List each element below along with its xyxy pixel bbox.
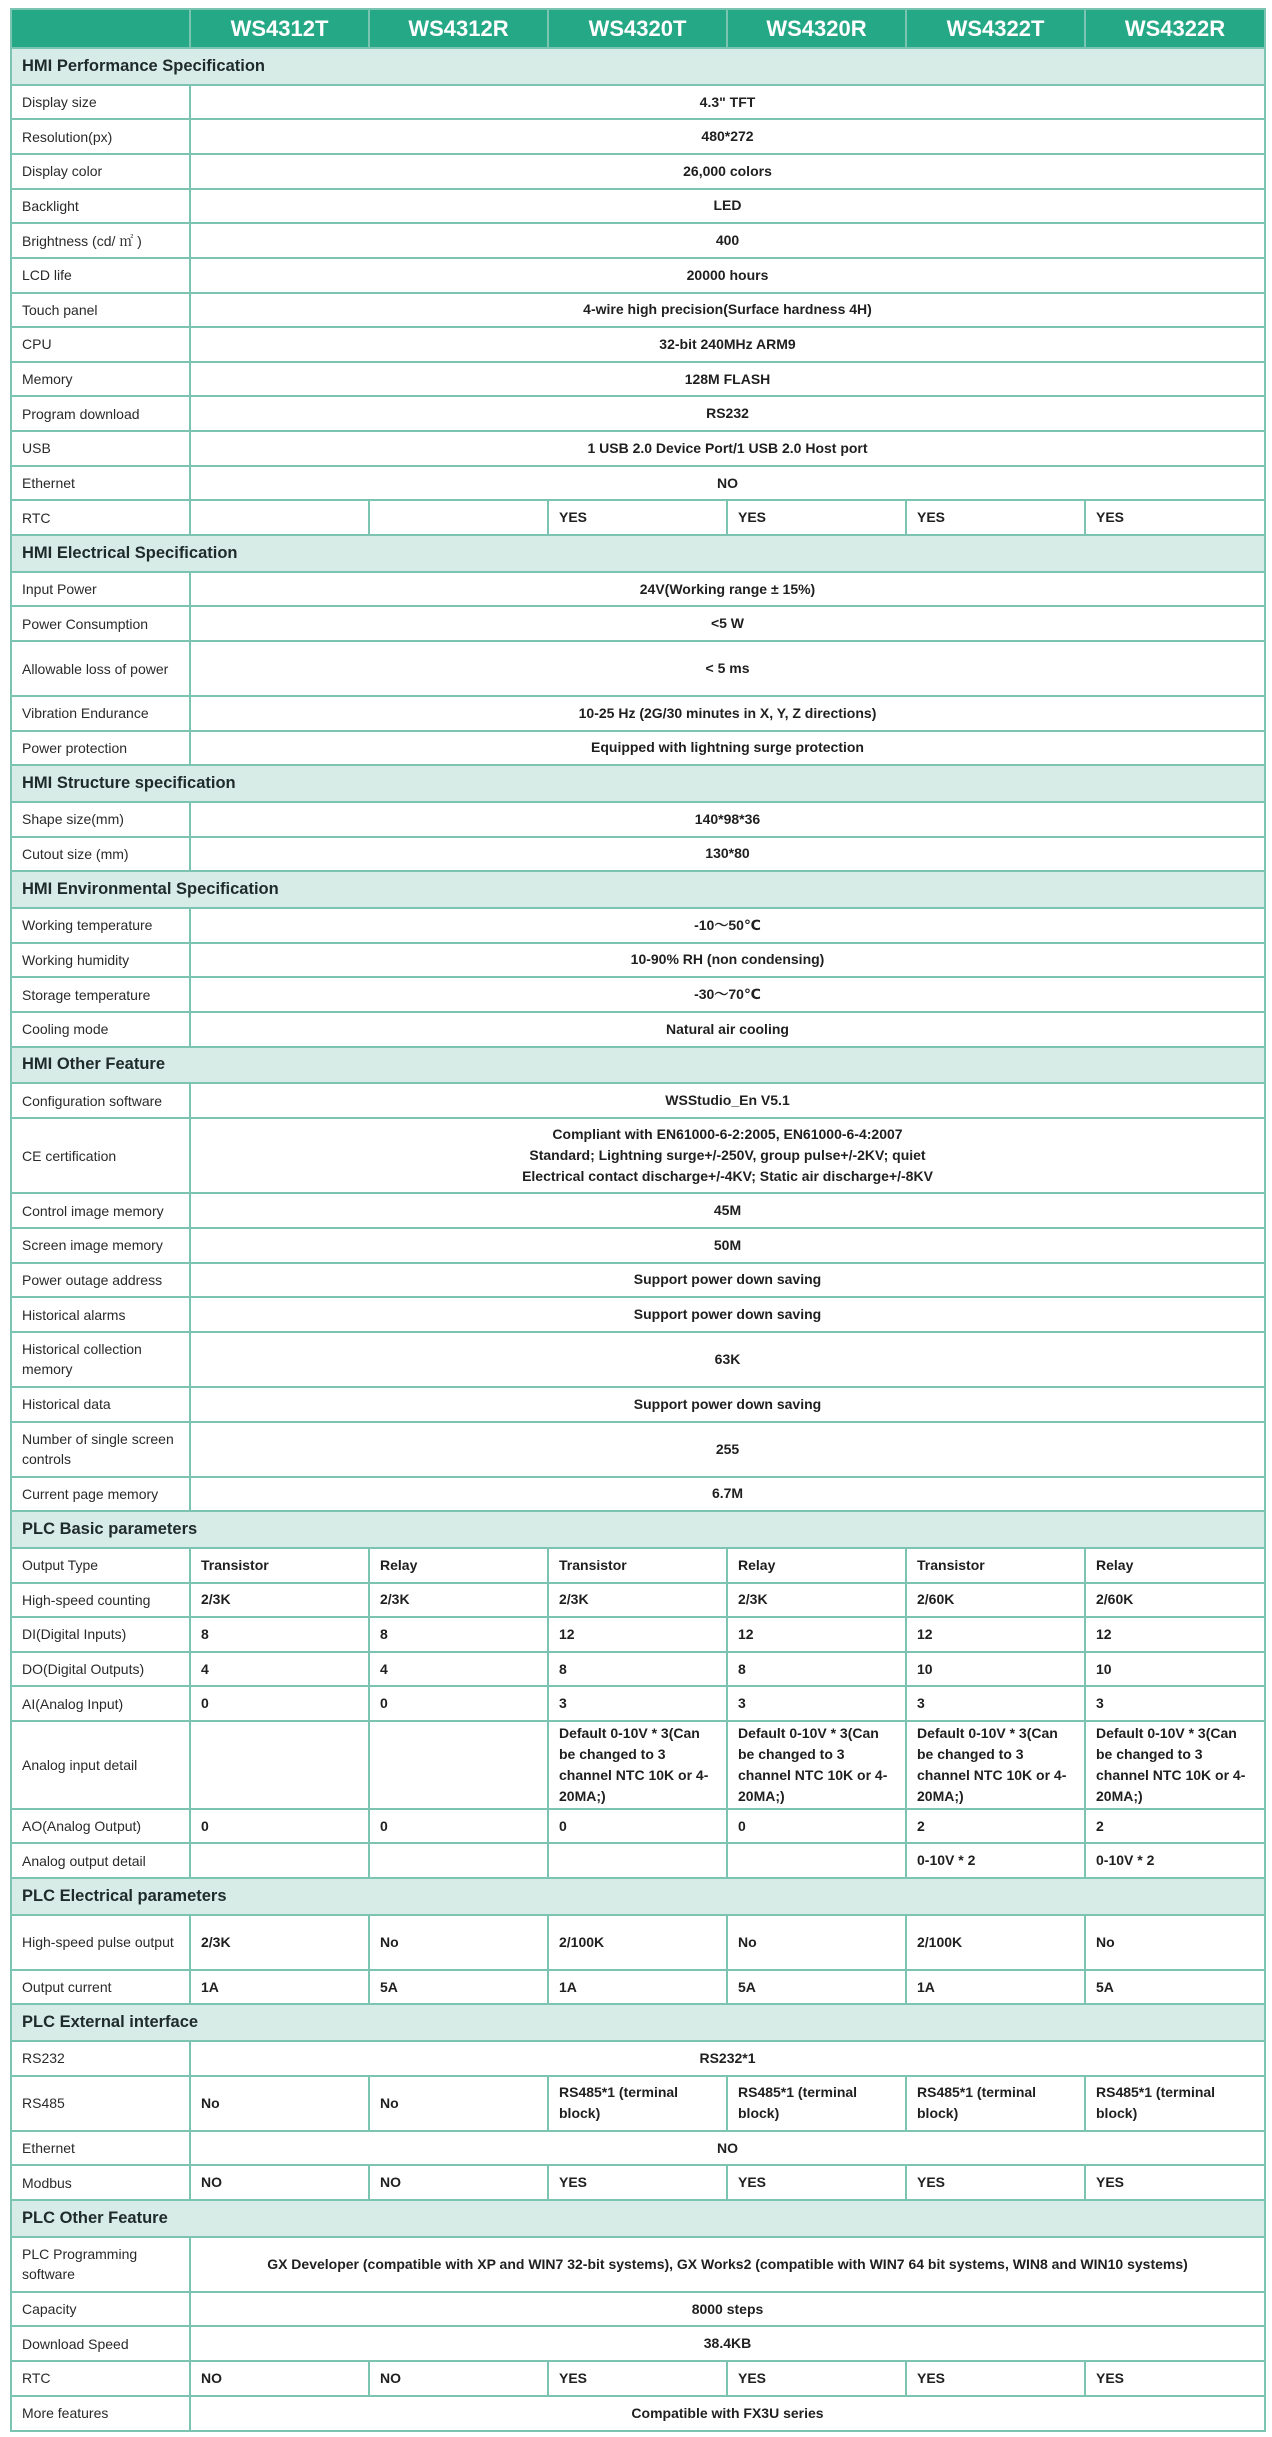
spec-row-historical-data xyxy=(11,1387,1265,1422)
section-row-plc-other-feature xyxy=(11,2200,1265,2237)
spec-label: Cutout size (mm) xyxy=(11,837,190,872)
spec-value-ws4322r: YES xyxy=(1085,2361,1265,2396)
spec-value-all-models: 1 USB 2.0 Device Port/1 USB 2.0 Host port xyxy=(190,431,1265,466)
spec-value-ws4320r: YES xyxy=(727,2165,906,2200)
spec-value-all-models: GX Developer (compatible with XP and WIN7 32-bit systems), GX Works2 (compatible with WIN7 64 bit systems, WIN8 and WIN10 systems) xyxy=(190,2237,1265,2292)
spec-value-all-models: Support power down saving xyxy=(190,1387,1265,1422)
spec-value-ws4322r: 12 xyxy=(1085,1617,1265,1652)
spec-value-all-models: Compatible with FX3U series xyxy=(190,2396,1265,2431)
spec-value-ws4320r: YES xyxy=(727,500,906,535)
spec-row-ao-analog-output xyxy=(11,1809,1265,1844)
spec-value-ws4320r xyxy=(727,1843,906,1878)
section-row-hmi-performance-specification xyxy=(11,48,1265,85)
spec-value-ws4322t: 1A xyxy=(906,1970,1085,2005)
spec-value-all-models: RS232 xyxy=(190,396,1265,431)
spec-value-ws4322r: 10 xyxy=(1085,1652,1265,1687)
spec-value-ws4312t: Transistor xyxy=(190,1548,369,1583)
spec-row-shape-size-mm xyxy=(11,802,1265,837)
spec-value-all-models: <5 W xyxy=(190,606,1265,641)
spec-label: CE certification xyxy=(11,1118,190,1193)
spec-value-all-models: 400 xyxy=(190,223,1265,258)
spec-row-ethernet xyxy=(11,466,1265,501)
spec-row-configuration-software xyxy=(11,1083,1265,1118)
spec-label: RTC xyxy=(11,500,190,535)
spec-value-ws4312r: 8 xyxy=(369,1617,548,1652)
spec-label: Working temperature xyxy=(11,908,190,943)
spec-label: Analog output detail xyxy=(11,1843,190,1878)
spec-row-program-download xyxy=(11,396,1265,431)
spec-value-ws4312r: 2/3K xyxy=(369,1583,548,1618)
spec-label: AO(Analog Output) xyxy=(11,1809,190,1844)
spec-value-ws4322r: YES xyxy=(1085,500,1265,535)
spec-value-ws4322t: 3 xyxy=(906,1686,1085,1721)
spec-value-ws4320r: Default 0-10V * 3(Can be changed to 3 channel NTC 10K or 4-20MA;) xyxy=(727,1721,906,1809)
spec-label: Working humidity xyxy=(11,943,190,978)
spec-row-storage-temperature xyxy=(11,977,1265,1012)
spec-row-screen-image-memory xyxy=(11,1228,1265,1263)
section-title: PLC Other Feature xyxy=(11,2200,1265,2237)
spec-value-ws4320r: 3 xyxy=(727,1686,906,1721)
spec-label: Historical data xyxy=(11,1387,190,1422)
spec-row-ai-analog-input xyxy=(11,1686,1265,1721)
spec-row-rtc xyxy=(11,500,1265,535)
spec-row-allowable-loss-of-power xyxy=(11,641,1265,696)
section-title: PLC External interface xyxy=(11,2004,1265,2041)
spec-value-ws4320t: 2/3K xyxy=(548,1583,727,1618)
spec-value-ws4312t: 1A xyxy=(190,1970,369,2005)
spec-label: LCD life xyxy=(11,258,190,293)
spec-row-high-speed-counting xyxy=(11,1583,1265,1618)
spec-value-ws4320r: Relay xyxy=(727,1548,906,1583)
spec-value-ws4312r: Relay xyxy=(369,1548,548,1583)
spec-value-ws4320t xyxy=(548,1843,727,1878)
spec-label: Brightness (cd/ ㎡ ) xyxy=(11,223,190,258)
spec-row-lcd-life xyxy=(11,258,1265,293)
spec-value-ws4320r: No xyxy=(727,1915,906,1970)
spec-value-ws4320r: 0 xyxy=(727,1809,906,1844)
spec-row-number-of-single-screen-controls xyxy=(11,1422,1265,1477)
section-row-hmi-structure-specification xyxy=(11,765,1265,802)
spec-value-ws4322t: 10 xyxy=(906,1652,1085,1687)
section-title: HMI Structure specification xyxy=(11,765,1265,802)
spec-row-working-humidity xyxy=(11,943,1265,978)
spec-value-all-models: Compliant with EN61000-6-2:2005, EN61000-6-4:2007 Standard; Lightning surge+/-250V, group pulse+/-2KV; quiet Electrical contact discharge+/-4KV; Static air discharge+/-8KV xyxy=(190,1118,1265,1193)
section-title: HMI Other Feature xyxy=(11,1047,1265,1084)
section-row-hmi-environmental-specification xyxy=(11,871,1265,908)
spec-value-all-models: NO xyxy=(190,2131,1265,2166)
spec-value-ws4322r: Default 0-10V * 3(Can be changed to 3 channel NTC 10K or 4-20MA;) xyxy=(1085,1721,1265,1809)
spec-value-ws4320t: YES xyxy=(548,2361,727,2396)
spec-value-all-models: 24V(Working range ± 15%) xyxy=(190,572,1265,607)
spec-label: Screen image memory xyxy=(11,1228,190,1263)
model-header-ws4322t: WS4322T xyxy=(906,9,1085,48)
model-header-ws4312t: WS4312T xyxy=(190,9,369,48)
spec-row-input-power xyxy=(11,572,1265,607)
spec-value-ws4322t: 2/60K xyxy=(906,1583,1085,1618)
spec-value-all-models: 50M xyxy=(190,1228,1265,1263)
spec-value-ws4320t: 12 xyxy=(548,1617,727,1652)
spec-value-ws4320t: Transistor xyxy=(548,1548,727,1583)
model-header-ws4320r: WS4320R xyxy=(727,9,906,48)
spec-value-ws4322r: No xyxy=(1085,1915,1265,1970)
spec-value-all-models: NO xyxy=(190,466,1265,501)
section-title: PLC Electrical parameters xyxy=(11,1878,1265,1915)
spec-value-ws4322r: Relay xyxy=(1085,1548,1265,1583)
spec-value-ws4322t: 0-10V * 2 xyxy=(906,1843,1085,1878)
spec-value-all-models: < 5 ms xyxy=(190,641,1265,696)
spec-value-ws4312r xyxy=(369,1843,548,1878)
spec-label: Output Type xyxy=(11,1548,190,1583)
section-row-plc-basic-parameters xyxy=(11,1511,1265,1548)
spec-body xyxy=(11,48,1265,2431)
spec-row-output-current xyxy=(11,1970,1265,2005)
spec-row-high-speed-pulse-output xyxy=(11,1915,1265,1970)
spec-value-ws4312t xyxy=(190,500,369,535)
spec-value-ws4320t: YES xyxy=(548,500,727,535)
spec-value-all-models: 38.4KB xyxy=(190,2326,1265,2361)
spec-label: Resolution(px) xyxy=(11,119,190,154)
spec-value-ws4320r: 12 xyxy=(727,1617,906,1652)
spec-row-di-digital-inputs xyxy=(11,1617,1265,1652)
spec-value-ws4322t: YES xyxy=(906,2361,1085,2396)
spec-row-analog-input-detail xyxy=(11,1721,1265,1809)
spec-value-ws4322r: 2/60K xyxy=(1085,1583,1265,1618)
spec-value-all-models: 4-wire high precision(Surface hardness 4H) xyxy=(190,293,1265,328)
spec-label: Vibration Endurance xyxy=(11,696,190,731)
spec-value-ws4312r xyxy=(369,1721,548,1809)
spec-label: RTC xyxy=(11,2361,190,2396)
spec-row-ce-certification xyxy=(11,1118,1265,1193)
spec-value-ws4322r: 2 xyxy=(1085,1809,1265,1844)
spec-label: Touch panel xyxy=(11,293,190,328)
header-corner-cell xyxy=(11,9,190,48)
spec-row-control-image-memory xyxy=(11,1193,1265,1228)
spec-label: Ethernet xyxy=(11,2131,190,2166)
spec-value-all-models: 10-25 Hz (2G/30 minutes in X, Y, Z directions) xyxy=(190,696,1265,731)
spec-value-ws4322r: RS485*1 (terminal block) xyxy=(1085,2076,1265,2131)
model-header-ws4312r: WS4312R xyxy=(369,9,548,48)
spec-label: Allowable loss of power xyxy=(11,641,190,696)
spec-row-memory xyxy=(11,362,1265,397)
spec-label: Power Consumption xyxy=(11,606,190,641)
spec-value-ws4322t: RS485*1 (terminal block) xyxy=(906,2076,1085,2131)
spec-value-all-models: Support power down saving xyxy=(190,1263,1265,1298)
section-row-hmi-other-feature xyxy=(11,1047,1265,1084)
spec-value-ws4322t: 2 xyxy=(906,1809,1085,1844)
spec-value-all-models: -10～50℃ xyxy=(190,908,1265,943)
spec-label: Storage temperature xyxy=(11,977,190,1012)
spec-value-ws4320t: 1A xyxy=(548,1970,727,2005)
spec-label: High-speed pulse output xyxy=(11,1915,190,1970)
spec-label: Modbus xyxy=(11,2165,190,2200)
spec-label: Control image memory xyxy=(11,1193,190,1228)
model-header-ws4320t: WS4320T xyxy=(548,9,727,48)
spec-value-all-models: WSStudio_En V5.1 xyxy=(190,1083,1265,1118)
spec-row-analog-output-detail xyxy=(11,1843,1265,1878)
spec-label: Historical alarms xyxy=(11,1297,190,1332)
spec-value-all-models: 140*98*36 xyxy=(190,802,1265,837)
spec-row-cooling-mode xyxy=(11,1012,1265,1047)
spec-row-current-page-memory xyxy=(11,1477,1265,1512)
model-header-ws4322r: WS4322R xyxy=(1085,9,1265,48)
spec-value-ws4320r: 8 xyxy=(727,1652,906,1687)
section-title: PLC Basic parameters xyxy=(11,1511,1265,1548)
spec-row-power-protection xyxy=(11,731,1265,766)
spec-value-ws4322r: YES xyxy=(1085,2165,1265,2200)
spec-value-ws4312r: NO xyxy=(369,2165,548,2200)
spec-value-ws4322t: 2/100K xyxy=(906,1915,1085,1970)
section-title: HMI Performance Specification xyxy=(11,48,1265,85)
spec-row-rtc xyxy=(11,2361,1265,2396)
spec-row-capacity xyxy=(11,2292,1265,2327)
spec-value-ws4312r: NO xyxy=(369,2361,548,2396)
spec-row-download-speed xyxy=(11,2326,1265,2361)
spec-row-working-temperature xyxy=(11,908,1265,943)
spec-value-ws4312t xyxy=(190,1843,369,1878)
spec-value-ws4312t: 0 xyxy=(190,1686,369,1721)
spec-label: High-speed counting xyxy=(11,1583,190,1618)
spec-value-all-models: 26,000 colors xyxy=(190,154,1265,189)
spec-value-ws4322t: 12 xyxy=(906,1617,1085,1652)
spec-label: Download Speed xyxy=(11,2326,190,2361)
spec-row-historical-collection-memory xyxy=(11,1332,1265,1387)
spec-row-power-consumption xyxy=(11,606,1265,641)
spec-value-all-models: 130*80 xyxy=(190,837,1265,872)
spec-value-ws4320t: 3 xyxy=(548,1686,727,1721)
spec-value-ws4320r: 2/3K xyxy=(727,1583,906,1618)
spec-row-do-digital-outputs xyxy=(11,1652,1265,1687)
spec-value-ws4312t: 8 xyxy=(190,1617,369,1652)
section-row-plc-external-interface xyxy=(11,2004,1265,2041)
spec-value-ws4312t: NO xyxy=(190,2361,369,2396)
spec-value-all-models: 32-bit 240MHz ARM9 xyxy=(190,327,1265,362)
spec-label: CPU xyxy=(11,327,190,362)
spec-label: Shape size(mm) xyxy=(11,802,190,837)
spec-value-all-models: Natural air cooling xyxy=(190,1012,1265,1047)
spec-value-all-models: 128M FLASH xyxy=(190,362,1265,397)
spec-value-all-models: 480*272 xyxy=(190,119,1265,154)
spec-label: More features xyxy=(11,2396,190,2431)
spec-label: Backlight xyxy=(11,189,190,224)
spec-value-all-models: Equipped with lightning surge protection xyxy=(190,731,1265,766)
spec-value-ws4312t: 2/3K xyxy=(190,1915,369,1970)
spec-value-ws4320t: RS485*1 (terminal block) xyxy=(548,2076,727,2131)
spec-label: Analog input detail xyxy=(11,1721,190,1809)
spec-value-all-models: LED xyxy=(190,189,1265,224)
spec-value-all-models: -30～70℃ xyxy=(190,977,1265,1012)
spec-value-ws4312t xyxy=(190,1721,369,1809)
spec-value-ws4322r: 0-10V * 2 xyxy=(1085,1843,1265,1878)
spec-row-brightness-cd xyxy=(11,223,1265,258)
spec-label: Input Power xyxy=(11,572,190,607)
spec-label: Display size xyxy=(11,85,190,120)
spec-value-all-models: Support power down saving xyxy=(190,1297,1265,1332)
spec-row-rs485 xyxy=(11,2076,1265,2131)
spec-label: RS232 xyxy=(11,2041,190,2076)
spec-value-all-models: 8000 steps xyxy=(190,2292,1265,2327)
spec-row-backlight xyxy=(11,189,1265,224)
spec-label: Number of single screen controls xyxy=(11,1422,190,1477)
spec-value-ws4312t: 2/3K xyxy=(190,1583,369,1618)
spec-row-display-size xyxy=(11,85,1265,120)
spec-value-ws4322r: 3 xyxy=(1085,1686,1265,1721)
spec-row-vibration-endurance xyxy=(11,696,1265,731)
spec-label: Current page memory xyxy=(11,1477,190,1512)
spec-label: Capacity xyxy=(11,2292,190,2327)
spec-value-all-models: 6.7M xyxy=(190,1477,1265,1512)
spec-value-all-models: 63K xyxy=(190,1332,1265,1387)
spec-value-ws4312r: 0 xyxy=(369,1809,548,1844)
spec-label: Configuration software xyxy=(11,1083,190,1118)
spec-value-all-models: 10-90% RH (non condensing) xyxy=(190,943,1265,978)
spec-value-ws4312r: 5A xyxy=(369,1970,548,2005)
spec-row-more-features xyxy=(11,2396,1265,2431)
spec-row-resolution-px xyxy=(11,119,1265,154)
spec-value-ws4312r xyxy=(369,500,548,535)
spec-value-ws4322t: YES xyxy=(906,2165,1085,2200)
model-header-row xyxy=(11,9,1265,48)
spec-value-all-models: 4.3" TFT xyxy=(190,85,1265,120)
spec-value-ws4312r: No xyxy=(369,2076,548,2131)
spec-value-all-models: 20000 hours xyxy=(190,258,1265,293)
spec-value-ws4320t: YES xyxy=(548,2165,727,2200)
spec-value-ws4312t: 0 xyxy=(190,1809,369,1844)
spec-row-rs232 xyxy=(11,2041,1265,2076)
spec-value-ws4320t: 8 xyxy=(548,1652,727,1687)
spec-value-ws4320r: 5A xyxy=(727,1970,906,2005)
spec-value-ws4322t: Default 0-10V * 3(Can be changed to 3 channel NTC 10K or 4-20MA;) xyxy=(906,1721,1085,1809)
section-title: HMI Environmental Specification xyxy=(11,871,1265,908)
spec-value-all-models: RS232*1 xyxy=(190,2041,1265,2076)
spec-row-historical-alarms xyxy=(11,1297,1265,1332)
spec-row-ethernet xyxy=(11,2131,1265,2166)
spec-label: DI(Digital Inputs) xyxy=(11,1617,190,1652)
spec-row-cutout-size-mm xyxy=(11,837,1265,872)
spec-row-modbus xyxy=(11,2165,1265,2200)
section-row-plc-electrical-parameters xyxy=(11,1878,1265,1915)
spec-value-ws4322t: YES xyxy=(906,500,1085,535)
spec-value-ws4312t: No xyxy=(190,2076,369,2131)
spec-row-touch-panel xyxy=(11,293,1265,328)
spec-row-display-color xyxy=(11,154,1265,189)
spec-value-ws4312t: NO xyxy=(190,2165,369,2200)
spec-label: Display color xyxy=(11,154,190,189)
spec-value-ws4320r: RS485*1 (terminal block) xyxy=(727,2076,906,2131)
spec-label: Power protection xyxy=(11,731,190,766)
spec-row-usb xyxy=(11,431,1265,466)
spec-value-ws4312t: 4 xyxy=(190,1652,369,1687)
spec-label: Ethernet xyxy=(11,466,190,501)
spec-label: DO(Digital Outputs) xyxy=(11,1652,190,1687)
spec-row-power-outage-address xyxy=(11,1263,1265,1298)
spec-table xyxy=(10,8,1266,2432)
spec-label: Historical collection memory xyxy=(11,1332,190,1387)
spec-value-ws4312r: No xyxy=(369,1915,548,1970)
spec-label: RS485 xyxy=(11,2076,190,2131)
spec-value-ws4320r: YES xyxy=(727,2361,906,2396)
spec-value-ws4322t: Transistor xyxy=(906,1548,1085,1583)
spec-label: USB xyxy=(11,431,190,466)
section-title: HMI Electrical Specification xyxy=(11,535,1265,572)
spec-row-cpu xyxy=(11,327,1265,362)
spec-label: AI(Analog Input) xyxy=(11,1686,190,1721)
spec-label: PLC Programming software xyxy=(11,2237,190,2292)
spec-row-output-type xyxy=(11,1548,1265,1583)
spec-value-ws4322r: 5A xyxy=(1085,1970,1265,2005)
spec-label: Cooling mode xyxy=(11,1012,190,1047)
spec-value-ws4312r: 4 xyxy=(369,1652,548,1687)
spec-value-ws4320t: 2/100K xyxy=(548,1915,727,1970)
spec-value-all-models: 45M xyxy=(190,1193,1265,1228)
spec-label: Output current xyxy=(11,1970,190,2005)
spec-value-ws4320t: Default 0-10V * 3(Can be changed to 3 channel NTC 10K or 4-20MA;) xyxy=(548,1721,727,1809)
spec-label: Program download xyxy=(11,396,190,431)
spec-row-plc-programming-software xyxy=(11,2237,1265,2292)
spec-label: Memory xyxy=(11,362,190,397)
spec-value-ws4320t: 0 xyxy=(548,1809,727,1844)
spec-value-ws4312r: 0 xyxy=(369,1686,548,1721)
spec-value-all-models: 255 xyxy=(190,1422,1265,1477)
section-row-hmi-electrical-specification xyxy=(11,535,1265,572)
spec-label: Power outage address xyxy=(11,1263,190,1298)
